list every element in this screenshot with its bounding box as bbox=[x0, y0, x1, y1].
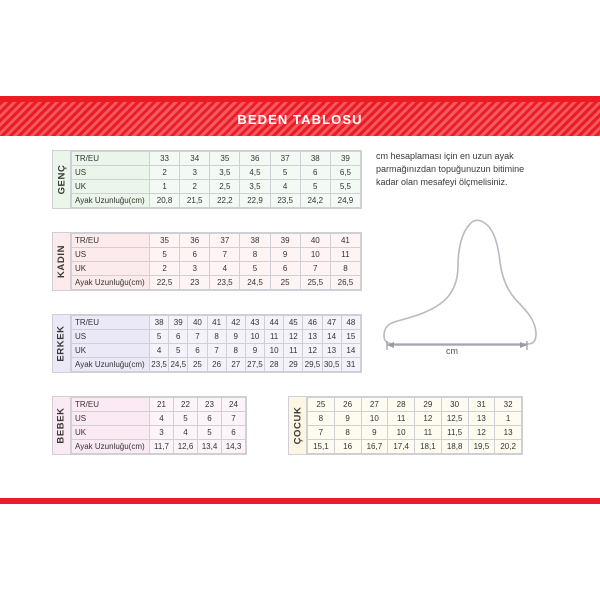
cell: 27 bbox=[226, 358, 245, 372]
cell: 4 bbox=[174, 426, 198, 440]
size-table-erkek-label-text: ERKEK bbox=[56, 325, 68, 362]
cell: 1 bbox=[495, 412, 522, 426]
cell: 31 bbox=[468, 398, 495, 412]
table-row bbox=[72, 426, 246, 440]
cell: 3,5 bbox=[210, 166, 240, 180]
size-table-erkek bbox=[52, 314, 362, 373]
cell: 21 bbox=[150, 398, 174, 412]
cell: 13 bbox=[468, 412, 495, 426]
cell: 14 bbox=[341, 344, 360, 358]
cell: 6 bbox=[198, 412, 222, 426]
cell: 25 bbox=[308, 398, 335, 412]
row-header: UK bbox=[72, 344, 150, 358]
table-row bbox=[72, 316, 361, 330]
cell: 12 bbox=[303, 344, 322, 358]
size-table-kadin-label bbox=[53, 233, 71, 290]
cell: 14,3 bbox=[222, 440, 246, 454]
cell: 10 bbox=[300, 248, 330, 262]
size-table-kadin-label-text: KADIN bbox=[56, 244, 67, 279]
cm-measure-label: cm bbox=[446, 346, 458, 356]
cell: 12,6 bbox=[174, 440, 198, 454]
cell: 6 bbox=[270, 262, 300, 276]
cell: 9 bbox=[361, 426, 388, 440]
cell: 39 bbox=[330, 152, 360, 166]
cell: 4 bbox=[150, 344, 169, 358]
cell: 8 bbox=[308, 412, 335, 426]
cell: 22 bbox=[174, 398, 198, 412]
cell: 24,9 bbox=[330, 194, 360, 208]
cell: 3 bbox=[180, 262, 210, 276]
size-table-bebek-label-text: BEBEK bbox=[56, 407, 68, 444]
cell: 3,5 bbox=[240, 180, 270, 194]
cell: 31 bbox=[341, 358, 360, 372]
cell: 11 bbox=[265, 330, 284, 344]
cell: 11 bbox=[330, 248, 360, 262]
cell: 9 bbox=[334, 412, 361, 426]
row-header: Ayak Uzunluğu(cm) bbox=[72, 276, 150, 290]
table-row bbox=[72, 398, 246, 412]
size-table-cocuk-grid bbox=[307, 397, 522, 454]
table-row bbox=[72, 412, 246, 426]
cell: 4 bbox=[210, 262, 240, 276]
cell: 41 bbox=[330, 234, 360, 248]
cell: 3 bbox=[150, 426, 174, 440]
table-row bbox=[72, 262, 361, 276]
table-row bbox=[72, 194, 361, 208]
table-row bbox=[308, 412, 522, 426]
row-header: US bbox=[72, 248, 150, 262]
cell: 11 bbox=[415, 426, 442, 440]
cell: 13 bbox=[495, 426, 522, 440]
cell: 2 bbox=[150, 166, 180, 180]
cell: 43 bbox=[245, 316, 264, 330]
cell: 40 bbox=[300, 234, 330, 248]
cell: 34 bbox=[180, 152, 210, 166]
cell: 10 bbox=[361, 412, 388, 426]
size-table-erkek-label bbox=[53, 315, 71, 372]
cell: 6,5 bbox=[330, 166, 360, 180]
cell: 16 bbox=[334, 440, 361, 454]
table-row bbox=[72, 440, 246, 454]
size-table-cocuk-label bbox=[289, 397, 307, 454]
cell: 2 bbox=[180, 180, 210, 194]
table-row bbox=[72, 166, 361, 180]
row-header: TR/EU bbox=[72, 152, 150, 166]
cell: 25 bbox=[270, 276, 300, 290]
cell: 22,9 bbox=[240, 194, 270, 208]
bottom-accent-stripe bbox=[0, 498, 600, 504]
cell: 23 bbox=[198, 398, 222, 412]
cell: 41 bbox=[207, 316, 226, 330]
cell: 11,5 bbox=[441, 426, 468, 440]
size-table-genc-label-text: GENÇ bbox=[56, 164, 68, 195]
cell: 12 bbox=[284, 330, 303, 344]
row-header: US bbox=[72, 166, 150, 180]
cell: 40 bbox=[188, 316, 207, 330]
cell: 20,8 bbox=[150, 194, 180, 208]
cell: 38 bbox=[300, 152, 330, 166]
size-table-bebek-grid bbox=[71, 397, 246, 454]
row-header: TR/EU bbox=[72, 316, 150, 330]
cell: 30 bbox=[441, 398, 468, 412]
cell: 10 bbox=[245, 330, 264, 344]
cell: 9 bbox=[226, 330, 245, 344]
cell: 44 bbox=[265, 316, 284, 330]
cell: 26,5 bbox=[330, 276, 360, 290]
size-table-bebek-label bbox=[53, 397, 71, 454]
row-header: UK bbox=[72, 180, 150, 194]
cell: 7 bbox=[207, 344, 226, 358]
cell: 11 bbox=[284, 344, 303, 358]
cell: 46 bbox=[303, 316, 322, 330]
cell: 22,5 bbox=[150, 276, 180, 290]
cell: 8 bbox=[207, 330, 226, 344]
table-row bbox=[308, 398, 522, 412]
size-table-kadin bbox=[52, 232, 362, 291]
cell: 5 bbox=[150, 248, 180, 262]
cell: 22,2 bbox=[210, 194, 240, 208]
cell: 19,5 bbox=[468, 440, 495, 454]
cell: 27,5 bbox=[245, 358, 264, 372]
cell: 15 bbox=[341, 330, 360, 344]
chart-content bbox=[0, 136, 600, 498]
cell: 37 bbox=[210, 234, 240, 248]
cell: 7 bbox=[222, 412, 246, 426]
cell: 13 bbox=[303, 330, 322, 344]
cell: 7 bbox=[300, 262, 330, 276]
cell: 39 bbox=[169, 316, 188, 330]
cell: 5 bbox=[174, 412, 198, 426]
cell: 6 bbox=[222, 426, 246, 440]
cell: 12 bbox=[468, 426, 495, 440]
cell: 9 bbox=[270, 248, 300, 262]
cell: 1 bbox=[150, 180, 180, 194]
cell: 8 bbox=[334, 426, 361, 440]
cell: 29 bbox=[415, 398, 442, 412]
cell: 2,5 bbox=[210, 180, 240, 194]
cell: 18,1 bbox=[415, 440, 442, 454]
cell: 26 bbox=[207, 358, 226, 372]
table-row bbox=[72, 358, 361, 372]
measurement-note: cm hesaplaması için en uzun ayak parmağınızdan topuğunuzun bitimine kadar olan mesafeyi ölçmelisiniz. bbox=[376, 151, 525, 187]
table-row bbox=[72, 276, 361, 290]
cell: 6 bbox=[169, 330, 188, 344]
cell: 36 bbox=[180, 234, 210, 248]
cell: 18,8 bbox=[441, 440, 468, 454]
page-title: BEDEN TABLOSU bbox=[237, 111, 363, 127]
cell: 24 bbox=[222, 398, 246, 412]
cell: 13,4 bbox=[198, 440, 222, 454]
row-header: Ayak Uzunluğu(cm) bbox=[72, 194, 150, 208]
cell: 37 bbox=[270, 152, 300, 166]
cell: 24,5 bbox=[169, 358, 188, 372]
cell: 38 bbox=[240, 234, 270, 248]
cell: 17,4 bbox=[388, 440, 415, 454]
cell: 2 bbox=[150, 262, 180, 276]
size-table-cocuk-label-text: ÇOCUK bbox=[292, 406, 303, 445]
cell: 8 bbox=[330, 262, 360, 276]
cell: 29,5 bbox=[303, 358, 322, 372]
cell: 35 bbox=[150, 234, 180, 248]
cell: 4 bbox=[270, 180, 300, 194]
cell: 7 bbox=[210, 248, 240, 262]
foot-illustration bbox=[378, 218, 548, 368]
row-header: US bbox=[72, 330, 150, 344]
size-table-genc bbox=[52, 150, 362, 209]
cell: 6 bbox=[188, 344, 207, 358]
cell: 4 bbox=[150, 412, 174, 426]
cell: 3 bbox=[180, 166, 210, 180]
cell: 23,5 bbox=[150, 358, 169, 372]
row-header: Ayak Uzunluğu(cm) bbox=[72, 358, 150, 372]
cell: 25 bbox=[188, 358, 207, 372]
row-header: TR/EU bbox=[72, 398, 150, 412]
row-header: TR/EU bbox=[72, 234, 150, 248]
size-table-kadin-grid bbox=[71, 233, 361, 290]
cell: 35 bbox=[210, 152, 240, 166]
size-table-erkek-grid bbox=[71, 315, 361, 372]
cell: 7 bbox=[308, 426, 335, 440]
cell: 13 bbox=[322, 344, 341, 358]
cell: 32 bbox=[495, 398, 522, 412]
cell: 5 bbox=[198, 426, 222, 440]
cell: 10 bbox=[265, 344, 284, 358]
size-table-genc-grid bbox=[71, 151, 361, 208]
cell: 10 bbox=[388, 426, 415, 440]
cell: 23,5 bbox=[270, 194, 300, 208]
size-table-cocuk bbox=[288, 396, 523, 455]
table-row bbox=[72, 330, 361, 344]
cell: 16,7 bbox=[361, 440, 388, 454]
cell: 26 bbox=[334, 398, 361, 412]
cell: 12 bbox=[415, 412, 442, 426]
cell: 20,2 bbox=[495, 440, 522, 454]
cell: 8 bbox=[226, 344, 245, 358]
table-row bbox=[308, 426, 522, 440]
cell: 14 bbox=[322, 330, 341, 344]
cell: 38 bbox=[150, 316, 169, 330]
table-row bbox=[72, 344, 361, 358]
cell: 33 bbox=[150, 152, 180, 166]
cell: 6 bbox=[300, 166, 330, 180]
cell: 27 bbox=[361, 398, 388, 412]
cell: 24,5 bbox=[240, 276, 270, 290]
cell: 11,7 bbox=[150, 440, 174, 454]
cell: 7 bbox=[188, 330, 207, 344]
size-table-genc-label bbox=[53, 151, 71, 208]
row-header: Ayak Uzunluğu(cm) bbox=[72, 440, 150, 454]
cell: 5 bbox=[300, 180, 330, 194]
cell: 47 bbox=[322, 316, 341, 330]
cell: 11 bbox=[388, 412, 415, 426]
cell: 28 bbox=[388, 398, 415, 412]
row-header: UK bbox=[72, 426, 150, 440]
table-row bbox=[72, 234, 361, 248]
cell: 23 bbox=[180, 276, 210, 290]
cell: 21,5 bbox=[180, 194, 210, 208]
cell: 5,5 bbox=[330, 180, 360, 194]
row-header: UK bbox=[72, 262, 150, 276]
chart-header-band bbox=[0, 102, 600, 136]
cell: 5 bbox=[150, 330, 169, 344]
cell: 45 bbox=[284, 316, 303, 330]
size-table-bebek bbox=[52, 396, 247, 455]
cell: 15,1 bbox=[308, 440, 335, 454]
cell: 4,5 bbox=[240, 166, 270, 180]
cell: 39 bbox=[270, 234, 300, 248]
cell: 9 bbox=[245, 344, 264, 358]
cell: 30,5 bbox=[322, 358, 341, 372]
cell: 8 bbox=[240, 248, 270, 262]
table-row bbox=[72, 152, 361, 166]
cell: 25,5 bbox=[300, 276, 330, 290]
table-row bbox=[308, 440, 522, 454]
cell: 24,2 bbox=[300, 194, 330, 208]
cell: 12,5 bbox=[441, 412, 468, 426]
row-header: US bbox=[72, 412, 150, 426]
cell: 48 bbox=[341, 316, 360, 330]
cell: 5 bbox=[169, 344, 188, 358]
cell: 23,5 bbox=[210, 276, 240, 290]
cell: 6 bbox=[180, 248, 210, 262]
cell: 28 bbox=[265, 358, 284, 372]
cell: 42 bbox=[226, 316, 245, 330]
table-row bbox=[72, 248, 361, 262]
cell: 5 bbox=[270, 166, 300, 180]
cell: 29 bbox=[284, 358, 303, 372]
cell: 36 bbox=[240, 152, 270, 166]
table-row bbox=[72, 180, 361, 194]
cell: 5 bbox=[240, 262, 270, 276]
